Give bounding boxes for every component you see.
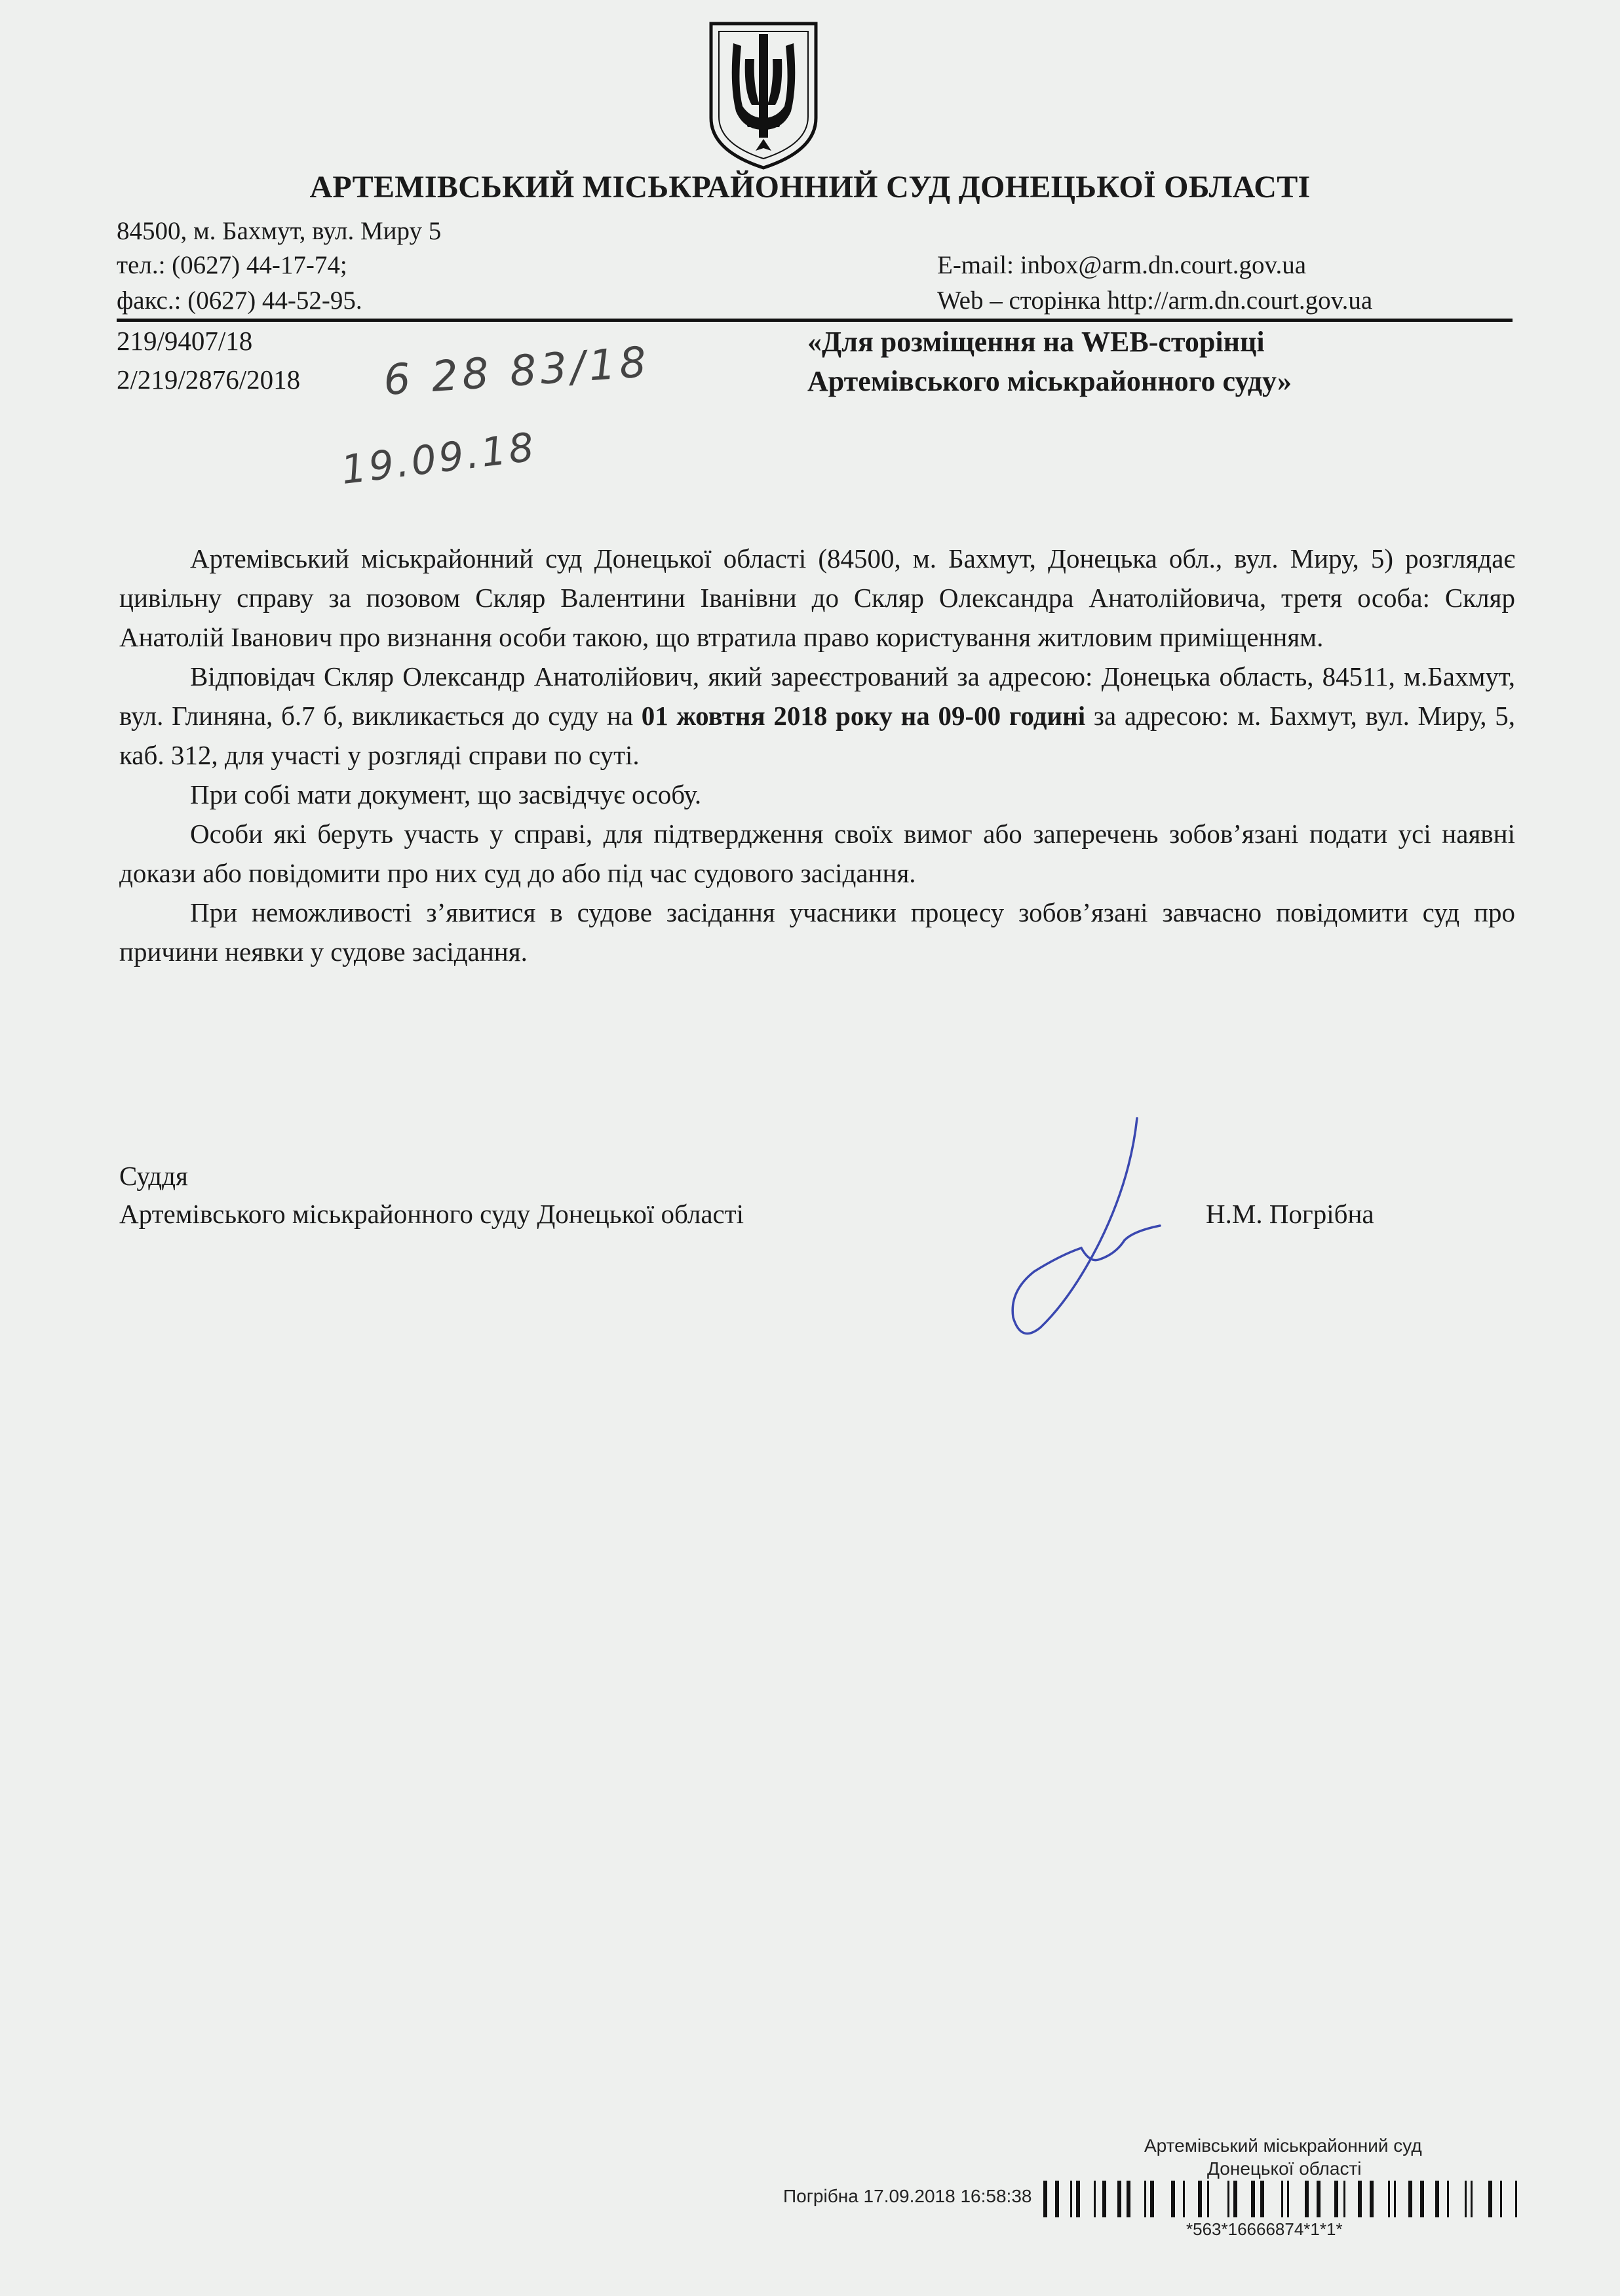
court-email: E-mail: inbox@arm.dn.court.gov.ua xyxy=(937,251,1307,279)
court-fax: факс.: (0627) 44-52-95. xyxy=(117,286,362,315)
stamp-court-line1: Артемівський міськрайонний суд xyxy=(1144,2135,1422,2156)
paragraph-evidence: Особи які беруть участь у справі, для підтвердження своїх вимог або заперечень зобов’язані подати усі наявні докази або повідомити про них суд до або під час судового засідання. xyxy=(119,819,1515,888)
web-notice-line1: «Для розміщення на WEB-сторінці xyxy=(807,326,1265,358)
web-notice xyxy=(807,322,1292,401)
summons-text-b: за адресою: м. Бахмут, вул. Миру, 5, каб. 312, для участі у розгляді справи по суті. xyxy=(119,701,1515,770)
summons-text-a: Відповідач Скляр Олександр Анатолійович, який зареєстрований за адресою: Донецька область, 84511, м.Бахмут, вул. Глиняна, б.7 б, викликається до суду на xyxy=(119,661,1515,731)
court-title: АРТЕМІВСЬКИЙ МІСЬКРАЙОННИЙ СУД ДОНЕЦЬКОЇ ОБЛАСТІ xyxy=(309,170,1311,204)
court-address: 84500, м. Бахмут, вул. Миру 5 xyxy=(117,217,442,245)
handwritten-registration-number: 6 28 83/18 xyxy=(381,338,652,406)
paragraph-id-document: При собі мати документ, що засвідчує особу. xyxy=(190,779,702,809)
web-notice-line2: Артемівського міськрайонного суду» xyxy=(807,365,1292,397)
stamp-user-time: Погрібна 17.09.2018 16:58:38 xyxy=(783,2186,1032,2206)
handwritten-date: 19.09.18 xyxy=(338,424,539,494)
judge-role: Суддя xyxy=(119,1161,188,1191)
proceeding-number: 2/219/2876/2018 xyxy=(117,364,301,395)
judge-court: Артемівського міськрайонного суду Донецької області xyxy=(119,1199,744,1229)
barcode-text: *563*16666874*1*1* xyxy=(1186,2219,1343,2239)
trident-emblem-icon xyxy=(704,20,822,170)
header-divider xyxy=(117,319,1513,322)
judge-signature-icon xyxy=(1003,1108,1186,1344)
judge-name: Н.М. Погрібна xyxy=(1206,1199,1374,1229)
stamp-court-line2: Донецької області xyxy=(1207,2158,1362,2179)
court-phone: тел.: (0627) 44-17-74; xyxy=(117,251,347,279)
paragraph-summons xyxy=(119,657,1515,775)
case-number: 219/9407/18 xyxy=(117,326,253,356)
paragraph-absence: При неможливості з’явитися в судове засідання учасники процесу зобов’язані завчасно повідомити суд про причини неявки у судове засідання. xyxy=(119,897,1515,967)
notice-body xyxy=(119,539,1515,971)
hearing-datetime: 01 жовтня 2018 року на 09-00 годині xyxy=(641,701,1086,731)
court-website: Web – сторінка http://arm.dn.court.gov.ua xyxy=(937,286,1373,315)
paragraph-case: Артемівський міськрайонний суд Донецької області (84500, м. Бахмут, Донецька обл., вул. Миру, 5) розглядає цивільну справу за позовом Скляр Валентини Іванівни до Скляр Олександра Анатолійовича, третя особа: Скляр Анатолій Іванович про визнання особи такою, що втратила право користування житловим приміщенням. xyxy=(119,543,1515,652)
document-barcode-icon xyxy=(1043,2181,1522,2217)
